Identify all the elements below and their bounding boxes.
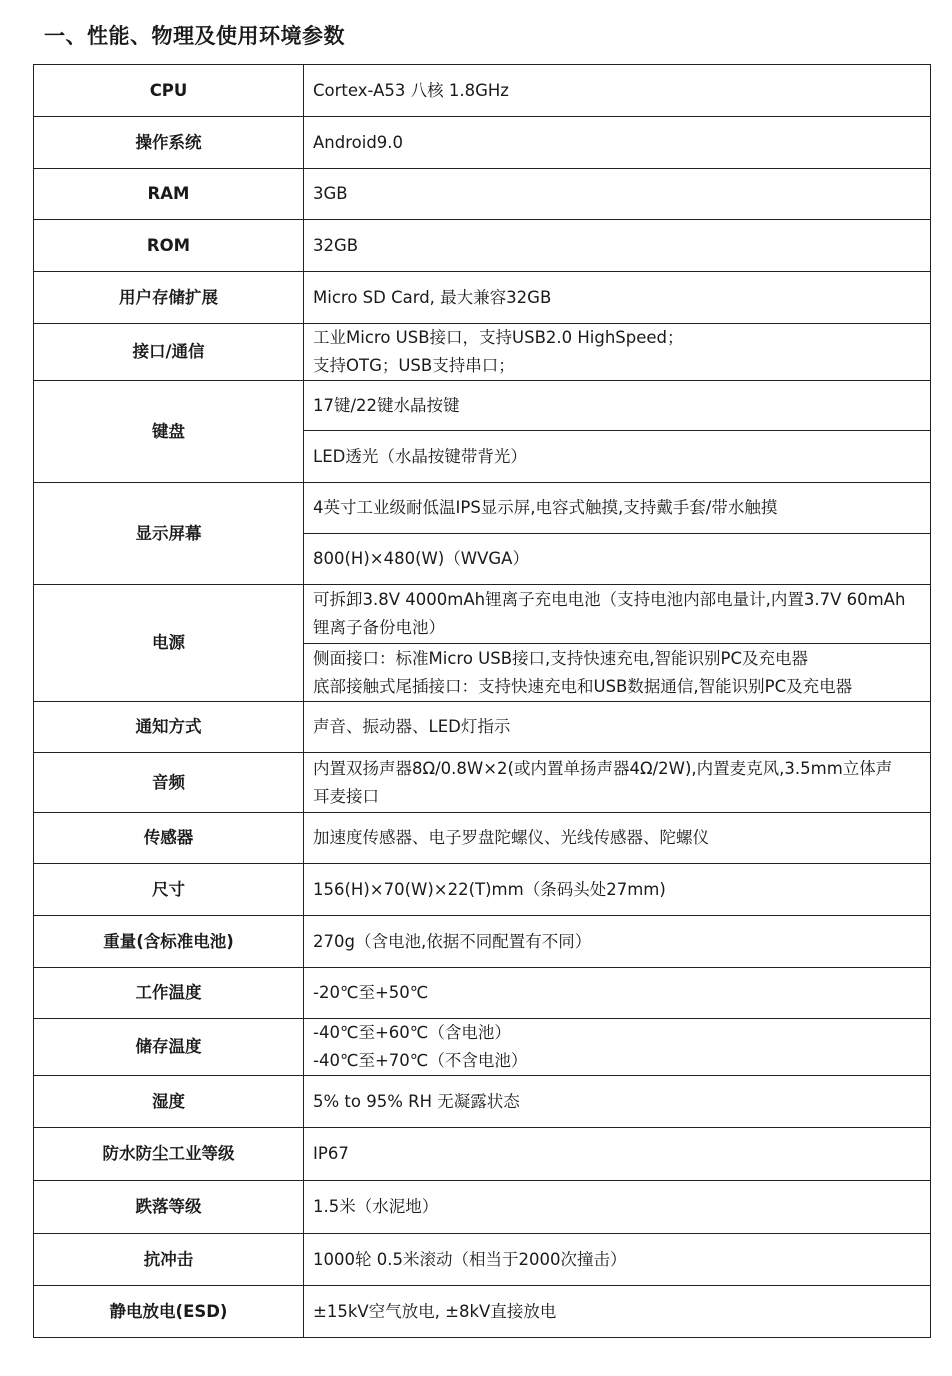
table-row xyxy=(34,381,931,431)
table-row xyxy=(34,324,931,381)
spec-value xyxy=(304,431,931,483)
spec-label: 储存温度 xyxy=(34,1019,304,1076)
table-row xyxy=(34,1181,931,1234)
spec-value xyxy=(304,272,931,324)
table-row xyxy=(34,1019,931,1076)
spec-value-line: 声音、振动器、LED灯指示 xyxy=(313,717,511,736)
spec-label: ROM xyxy=(34,220,304,272)
spec-value-line: 锂离子备份电池） xyxy=(313,618,445,637)
spec-value-line: 耳麦接口 xyxy=(313,786,379,806)
spec-value-line: Micro SD Card, 最大兼容32GB xyxy=(313,287,552,307)
table-row xyxy=(34,272,931,324)
spec-value xyxy=(304,864,931,916)
spec-value xyxy=(304,534,931,585)
spec-label: 用户存储扩展 xyxy=(34,272,304,324)
spec-value-line: 800(H)×480(W)（WVGA） xyxy=(313,549,529,568)
spec-value xyxy=(304,968,931,1019)
spec-value xyxy=(304,1128,931,1181)
spec-label: 键盘 xyxy=(34,381,304,483)
spec-label: 尺寸 xyxy=(34,864,304,916)
spec-value xyxy=(304,65,931,117)
spec-value xyxy=(304,1019,931,1076)
spec-value-line: 内置双扬声器8Ω/0.8W×2(或内置单扬声器4Ω/2W),内置麦克风,3.5mm立体声 xyxy=(313,758,893,778)
spec-label: 电源 xyxy=(34,585,304,702)
table-row xyxy=(34,220,931,272)
spec-value-line: 底部接触式尾插接口：支持快速充电和USB数据通信,智能识别PC及充电器 xyxy=(313,676,853,696)
spec-table xyxy=(33,64,931,1338)
spec-label: 通知方式 xyxy=(34,702,304,753)
spec-value-line: 1.5米（水泥地） xyxy=(313,1197,439,1216)
spec-label: CPU xyxy=(34,65,304,117)
spec-value-line: -40℃至+60℃（含电池） xyxy=(313,1023,511,1042)
table-row xyxy=(34,117,931,169)
table-row xyxy=(34,916,931,968)
spec-value xyxy=(304,483,931,534)
spec-label: 操作系统 xyxy=(34,117,304,169)
table-row xyxy=(34,864,931,916)
spec-value xyxy=(304,753,931,813)
table-row xyxy=(34,813,931,864)
spec-value-line: 5% to 95% RH 无凝露状态 xyxy=(313,1091,520,1111)
table-row xyxy=(34,585,931,644)
spec-value-line: Android9.0 xyxy=(313,132,404,152)
table-row xyxy=(34,702,931,753)
spec-value-line: LED透光（水晶按键带背光） xyxy=(313,446,527,466)
spec-label: 湿度 xyxy=(34,1076,304,1128)
spec-value-line: 侧面接口：标准Micro USB接口,支持快速充电,智能识别PC及充电器 xyxy=(313,648,808,668)
spec-value-line: 32GB xyxy=(313,235,359,255)
spec-label: 抗冲击 xyxy=(34,1234,304,1286)
spec-label: 跌落等级 xyxy=(34,1181,304,1234)
spec-value-line: 3GB xyxy=(313,184,348,203)
spec-value xyxy=(304,1234,931,1286)
table-row xyxy=(34,753,931,813)
table-row xyxy=(34,968,931,1019)
spec-label: 静电放电(ESD) xyxy=(34,1286,304,1338)
table-row xyxy=(34,1128,931,1181)
spec-value-line: 1000轮 0.5米滚动（相当于2000次撞击） xyxy=(313,1249,627,1269)
table-row xyxy=(34,169,931,220)
spec-value xyxy=(304,169,931,220)
spec-value xyxy=(304,381,931,431)
spec-value xyxy=(304,644,931,702)
spec-value-line: IP67 xyxy=(313,1144,349,1163)
spec-label: 重量(含标准电池) xyxy=(34,916,304,968)
spec-value xyxy=(304,1076,931,1128)
spec-value xyxy=(304,117,931,169)
spec-value-line: -20℃至+50℃ xyxy=(313,983,429,1002)
spec-label: RAM xyxy=(34,169,304,220)
spec-value-line: 156(H)×70(W)×22(T)mm（条码头处27mm) xyxy=(313,879,666,899)
section-title: 一、性能、物理及使用环境参数 xyxy=(44,24,345,48)
spec-value xyxy=(304,585,931,644)
table-row xyxy=(34,1234,931,1286)
spec-value-line: ±15kV空气放电, ±8kV直接放电 xyxy=(313,1301,557,1321)
spec-value xyxy=(304,220,931,272)
spec-value-line: 可拆卸3.8V 4000mAh锂离子充电电池（支持电池内部电量计,内置3.7V 60mAh xyxy=(313,590,906,609)
spec-value-line: Cortex-A53 八核 1.8GHz xyxy=(313,80,509,100)
spec-value-line: 工业Micro USB接口，支持USB2.0 HighSpeed； xyxy=(313,328,684,347)
spec-label: 音频 xyxy=(34,753,304,813)
spec-label: 防水防尘工业等级 xyxy=(34,1128,304,1181)
spec-value xyxy=(304,1181,931,1234)
spec-value-line: 270g（含电池,依据不同配置有不同） xyxy=(313,931,592,951)
table-row xyxy=(34,1076,931,1128)
spec-label: 工作温度 xyxy=(34,968,304,1019)
spec-value-line: 4英寸工业级耐低温IPS显示屏,电容式触摸,支持戴手套/带水触摸 xyxy=(313,498,778,517)
spec-value xyxy=(304,916,931,968)
spec-label: 传感器 xyxy=(34,813,304,864)
spec-value xyxy=(304,324,931,381)
spec-value-line: 17键/22键水晶按键 xyxy=(313,395,460,415)
spec-label: 接口/通信 xyxy=(34,324,304,381)
spec-value xyxy=(304,702,931,753)
spec-value xyxy=(304,1286,931,1338)
spec-value-line: 加速度传感器、电子罗盘陀螺仪、光线传感器、陀螺仪 xyxy=(313,828,709,847)
spec-label: 显示屏幕 xyxy=(34,483,304,585)
spec-value xyxy=(304,813,931,864)
spec-value-line: 支持OTG；USB支持串口； xyxy=(313,356,515,375)
table-row xyxy=(34,65,931,117)
spec-value-line: -40℃至+70℃（不含电池） xyxy=(313,1051,528,1070)
table-row xyxy=(34,483,931,534)
table-row xyxy=(34,1286,931,1338)
